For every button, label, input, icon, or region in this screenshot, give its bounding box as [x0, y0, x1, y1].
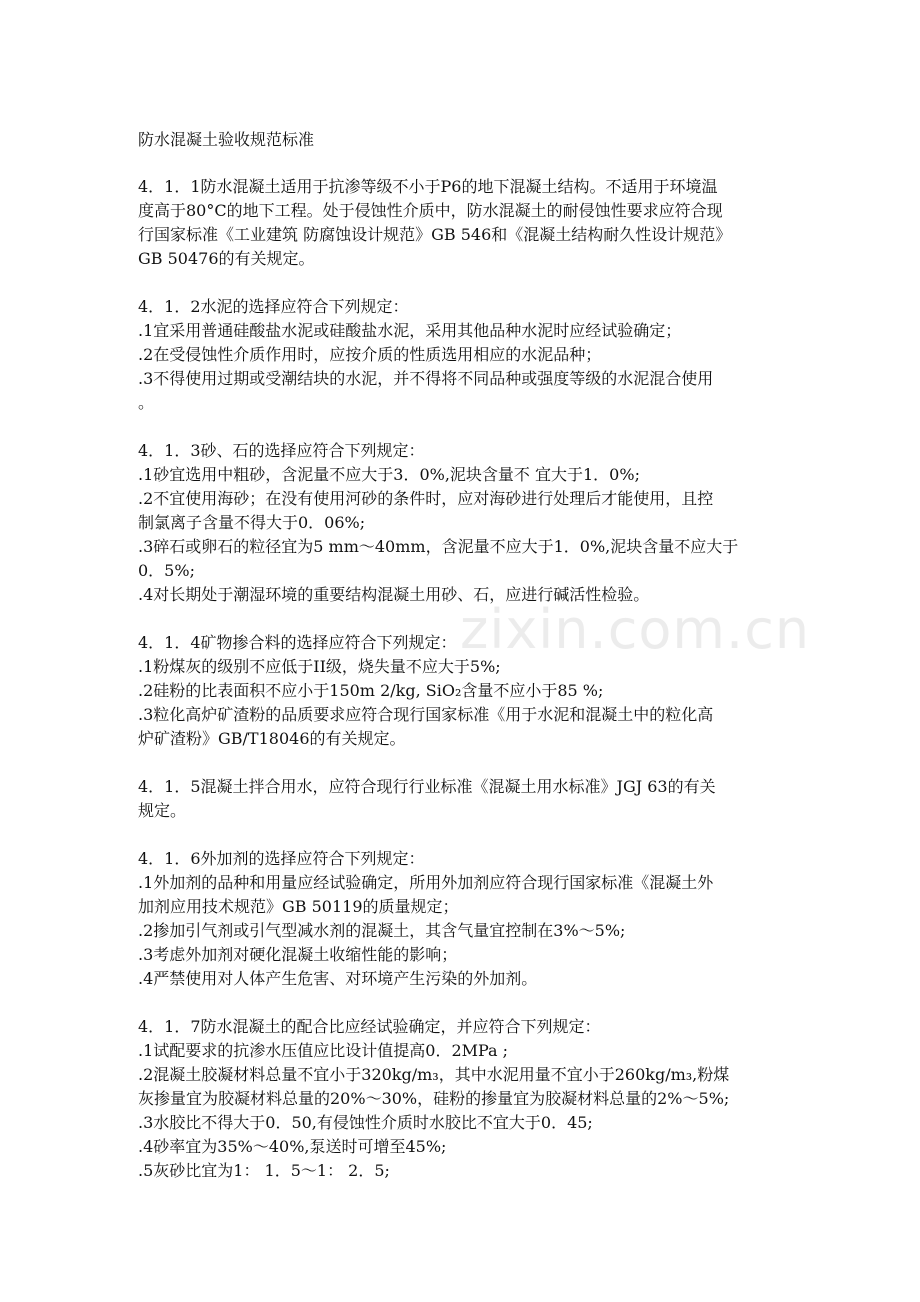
text-line: 4．1．1防水混凝土适用于抗渗等级不小于P6的地下混凝土结构。不适用于环境温 — [138, 177, 718, 196]
text-line: .1外加剂的品种和用量应经试验确定，所用外加剂应符合现行国家标准《混凝土外 — [138, 873, 714, 892]
document-page — [138, 128, 788, 1207]
text-line: .2混凝土胶凝材料总量不宜小于320kg/m₃，其中水泥用量不宜小于260kg/m₃,粉煤 — [138, 1065, 730, 1084]
document-title: 防水混凝土验收规范标准 — [138, 130, 315, 149]
text-line: 度高于80°C的地下工程。处于侵蚀性介质中，防水混凝土的耐侵蚀性要求应符合现 — [138, 201, 723, 220]
text-line: .2硅粉的比表面积不应小于150m 2/kg, SiO₂含量不应小于85 %; — [138, 681, 604, 700]
text-line: .1试配要求的抗渗水压值应比设计值提高0．2MPa ; — [138, 1041, 509, 1060]
section-4-1-6 — [138, 847, 788, 991]
text-line: 行国家标准《工业建筑 防腐蚀设计规范》GB 546和《混凝土结构耐久性设计规范》 — [138, 225, 732, 244]
text-line: .5灰砂比宜为1： 1．5～1： 2．5; — [138, 1161, 390, 1180]
text-line: 4．1．3砂、石的选择应符合下列规定： — [138, 441, 425, 460]
text-line: 4．1．6外加剂的选择应符合下列规定： — [138, 849, 425, 868]
text-line: .3水胶比不得大于0．50,有侵蚀性介质时水胶比不宜大于0．45; — [138, 1113, 593, 1132]
text-line: GB 50476的有关规定。 — [138, 249, 315, 268]
text-line: 4．1．4矿物掺合料的选择应符合下列规定： — [138, 633, 457, 652]
text-line: 4．1．2水泥的选择应符合下列规定： — [138, 297, 409, 316]
text-line: .1砂宜选用中粗砂，含泥量不应大于3．0%,泥块含量不 宜大于1．0%; — [138, 465, 640, 484]
text-line: 规定。 — [138, 801, 187, 820]
section-4-1-3 — [138, 439, 788, 607]
text-line: .3不得使用过期或受潮结块的水泥，并不得将不同品种或强度等级的水泥混合使用 — [138, 369, 714, 388]
text-line: .4严禁使用对人体产生危害、对环境产生污染的外加剂。 — [138, 969, 538, 988]
section-4-1-5 — [138, 775, 788, 823]
text-line: .4砂率宜为35%～40%,泵送时可增至45%; — [138, 1137, 447, 1156]
text-line: .2不宜使用海砂；在没有使用河砂的条件时，应对海砂进行处理后才能使用，且控 — [138, 489, 714, 508]
text-line: 灰掺量宜为胶凝材料总量的20%～30%，硅粉的掺量宜为胶凝材料总量的2%～5%; — [138, 1089, 730, 1108]
text-line: .2掺加引气剂或引气型减水剂的混凝土，其含气量宜控制在3%～5%; — [138, 921, 626, 940]
text-line: .3碎石或卵石的粒径宜为5 mm～40mm，含泥量不应大于1．0%,泥块含量不应大于 — [138, 537, 739, 556]
text-line: 加剂应用技术规范》GB 50119的质量规定； — [138, 897, 459, 916]
text-line: .1粉煤灰的级别不应低于II级，烧失量不应大于5%; — [138, 657, 501, 676]
section-4-1-4 — [138, 631, 788, 751]
section-4-1-2 — [138, 295, 788, 415]
watermark-text: zixin.com.cn — [460, 598, 811, 661]
section-4-1-1 — [138, 175, 788, 271]
text-line: 制氯离子含量不得大于0．06%; — [138, 513, 366, 532]
section-4-1-7 — [138, 1015, 788, 1183]
text-line: 0．5%; — [138, 561, 195, 580]
text-line: .4对长期处于潮湿环境的重要结构混凝土用砂、石，应进行碱活性检验。 — [138, 585, 650, 604]
text-line: .3粒化高炉矿渣粉的品质要求应符合现行国家标准《用于水泥和混凝土中的粒化高 — [138, 705, 714, 724]
text-line: .1宜采用普通硅酸盐水泥或硅酸盐水泥，采用其他品种水泥时应经试验确定； — [138, 321, 682, 340]
text-line: .2在受侵蚀性介质作用时，应按介质的性质选用相应的水泥品种； — [138, 345, 602, 364]
text-line: .3考虑外加剂对硬化混凝土收缩性能的影响； — [138, 945, 458, 964]
text-line: 4．1．7防水混凝土的配合比应经试验确定，并应符合下列规定： — [138, 1017, 601, 1036]
text-line: 4．1．5混凝土拌合用水，应符合现行行业标准《混凝土用水标准》JGJ 63的有关 — [138, 777, 716, 796]
text-line: 炉矿渣粉》GB/T18046的有关规定。 — [138, 729, 406, 748]
text-line: 。 — [138, 393, 155, 412]
